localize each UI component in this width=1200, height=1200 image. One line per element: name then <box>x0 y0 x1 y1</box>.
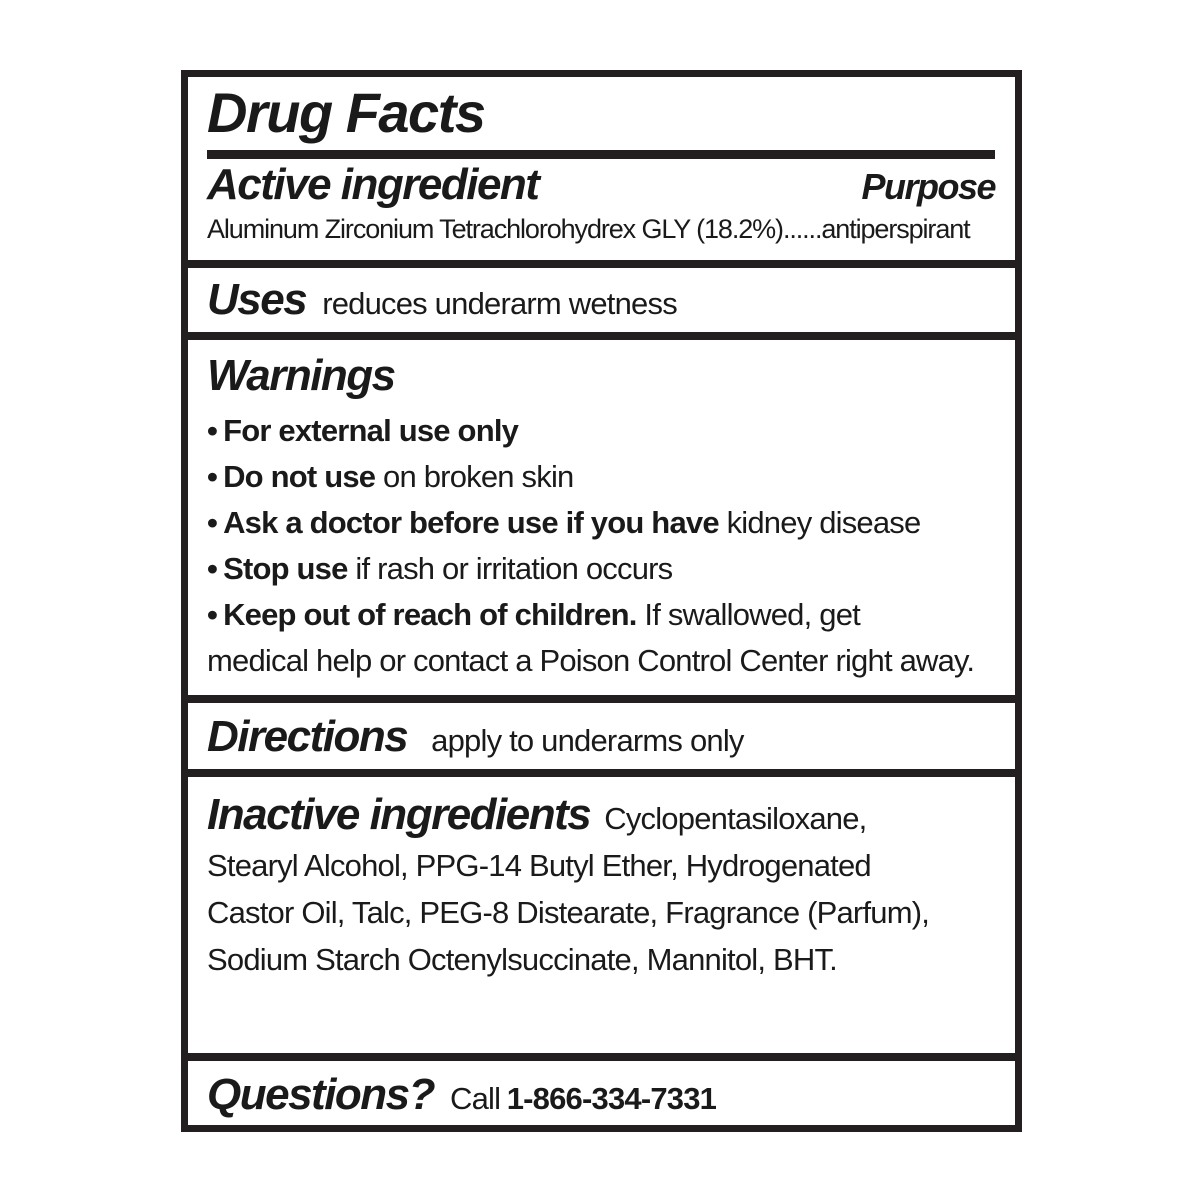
bullet-icon: • <box>207 551 218 586</box>
active-ingredient-panel <box>188 77 1015 260</box>
warning-bold: Do not use <box>223 459 376 494</box>
warning-item <box>207 454 974 500</box>
warning-text: if rash or irritation occurs <box>347 551 673 586</box>
warning-bold: For external use only <box>223 413 519 448</box>
warning-item <box>207 592 974 638</box>
warning-item <box>207 500 974 546</box>
warning-text: kidney disease <box>718 505 921 540</box>
bullet-icon: • <box>207 413 218 448</box>
phone-number[interactable]: 1-866-334-7331 <box>506 1081 717 1116</box>
warnings-list <box>207 408 974 684</box>
uses-panel <box>188 268 1015 332</box>
questions-panel <box>188 1061 1015 1125</box>
drug-facts-title: Drug Facts <box>207 81 485 144</box>
warning-item <box>207 546 974 592</box>
title-divider <box>207 150 995 159</box>
uses-text: reduces underarm wetness <box>322 286 677 321</box>
warning-text: If swallowed, get <box>636 597 860 632</box>
inactive-heading: Inactive ingredients <box>207 790 591 839</box>
inactive-line: Stearyl Alcohol, PPG-14 Butyl Ether, Hydrogenated <box>207 848 871 883</box>
drug-facts-label <box>181 70 1022 1132</box>
warning-bold: Stop use <box>223 551 348 586</box>
directions-panel <box>188 703 1015 769</box>
bullet-icon: • <box>207 597 218 632</box>
questions-heading: Questions? <box>207 1070 435 1119</box>
purpose-heading: Purpose <box>861 166 995 207</box>
warning-text: on broken skin <box>375 459 574 494</box>
warning-continuation: medical help or contact a Poison Control Center right away. <box>207 643 975 678</box>
inactive-line: Sodium Starch Octenylsuccinate, Mannitol, BHT. <box>207 942 837 977</box>
warnings-heading: Warnings <box>207 351 395 400</box>
warning-item <box>207 408 974 454</box>
inactive-line: Castor Oil, Talc, PEG-8 Distearate, Fragrance (Parfum), <box>207 895 930 930</box>
active-ingredient-line: Aluminum Zirconium Tetrachlorohydrex GLY (18.2%)......antiperspirant <box>207 214 970 244</box>
inactive-line: Cyclopentasiloxane, <box>604 801 867 836</box>
bullet-icon: • <box>207 505 218 540</box>
bullet-icon: • <box>207 459 218 494</box>
directions-heading: Directions <box>207 712 408 761</box>
warning-bold: Keep out of reach of children. <box>223 597 637 632</box>
active-ingredient-heading: Active ingredient <box>207 160 539 209</box>
uses-heading: Uses <box>207 275 307 324</box>
call-label: Call <box>450 1081 501 1116</box>
directions-text: apply to underarms only <box>431 723 744 758</box>
inactive-ingredients-panel <box>188 777 1015 1053</box>
warnings-panel <box>188 340 1015 695</box>
warning-bold: Ask a doctor before use if you have <box>223 505 719 540</box>
